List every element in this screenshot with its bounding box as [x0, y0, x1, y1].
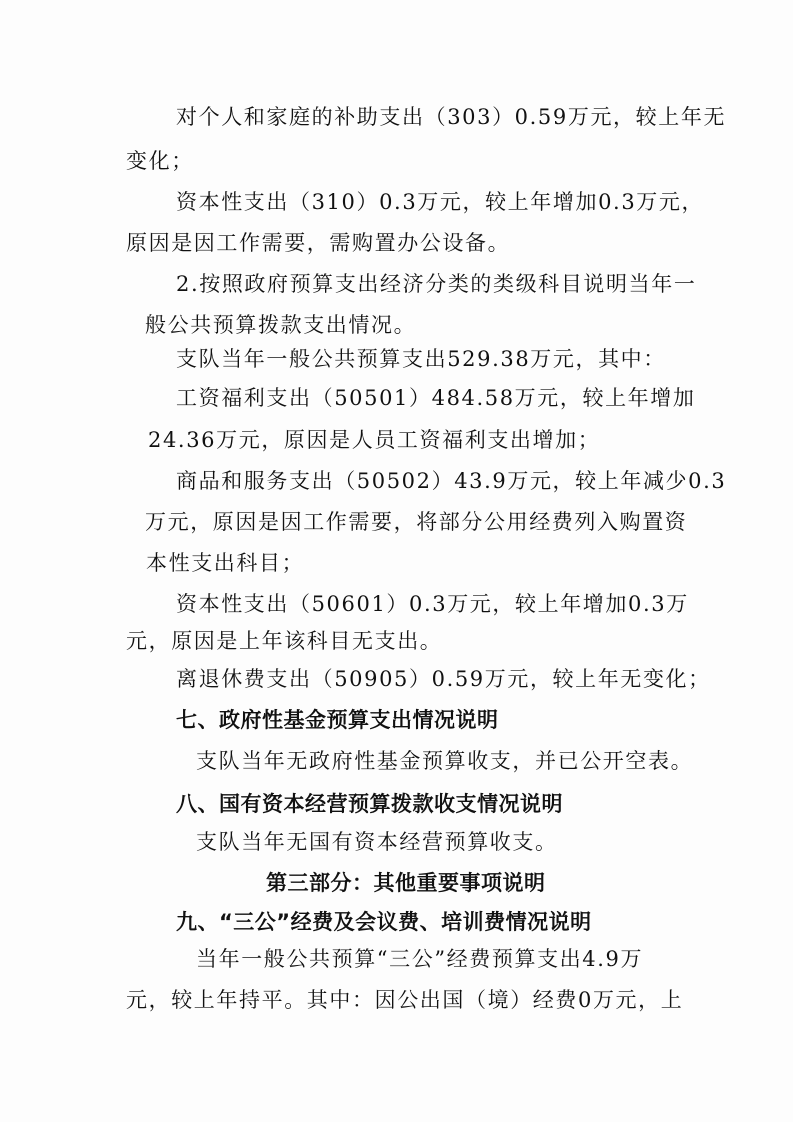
section-heading: 七、政府性基金预算支出情况说明 [176, 708, 499, 732]
paragraph-line: 资本性支出（310）0.3万元，较上年增加0.3万元， [176, 190, 705, 214]
section-heading: 八、国有资本经营预算拨款收支情况说明 [176, 792, 563, 816]
paragraph-line: 元，原因是上年该科目无支出。 [126, 629, 443, 653]
part-heading: 第三部分：其他重要事项说明 [266, 871, 546, 895]
paragraph-line: 万元，原因是因工作需要，将部分公用经费列入购置资 [145, 510, 688, 534]
paragraph-line: 离退休费支出（50905）0.59万元，较上年无变化； [176, 667, 711, 691]
paragraph-line: 般公共预算拨款支出情况。 [145, 313, 417, 337]
paragraph-line: 对个人和家庭的补助支出（303）0.59万元，较上年无 [176, 105, 727, 129]
paragraph-line: 元，较上年持平。其中：因公出国（境）经费0万元，上 [126, 988, 684, 1012]
paragraph-line: 支队当年无国有资本经营预算收支。 [196, 830, 558, 854]
paragraph-line: 商品和服务支出（50502）43.9万元，较上年减少0.3 [176, 469, 727, 493]
paragraph-line: 本性支出科目； [146, 551, 305, 575]
paragraph-line: 变化； [126, 149, 194, 173]
section-heading: 九、“三公”经费及会议费、培训费情况说明 [176, 910, 592, 934]
paragraph-line: 资本性支出（50601）0.3万元，较上年增加0.3万 [176, 592, 689, 616]
paragraph-line: 工资福利支出（50501）484.58万元，较上年增加 [176, 386, 696, 410]
paragraph-line: 原因是因工作需要，需购置办公设备。 [126, 231, 511, 255]
paragraph-line: 支队当年无政府性基金预算收支，并已公开空表。 [196, 749, 694, 773]
paragraph-line: 24.36万元，原因是人员工资福利支出增加； [148, 428, 601, 452]
paragraph-line: 支队当年一般公共预算支出529.38万元，其中： [176, 347, 666, 371]
paragraph-line: 2.按照政府预算支出经济分类的类级科目说明当年一 [176, 272, 697, 296]
paragraph-line: 当年一般公共预算“三公”经费预算支出4.9万 [196, 947, 644, 971]
